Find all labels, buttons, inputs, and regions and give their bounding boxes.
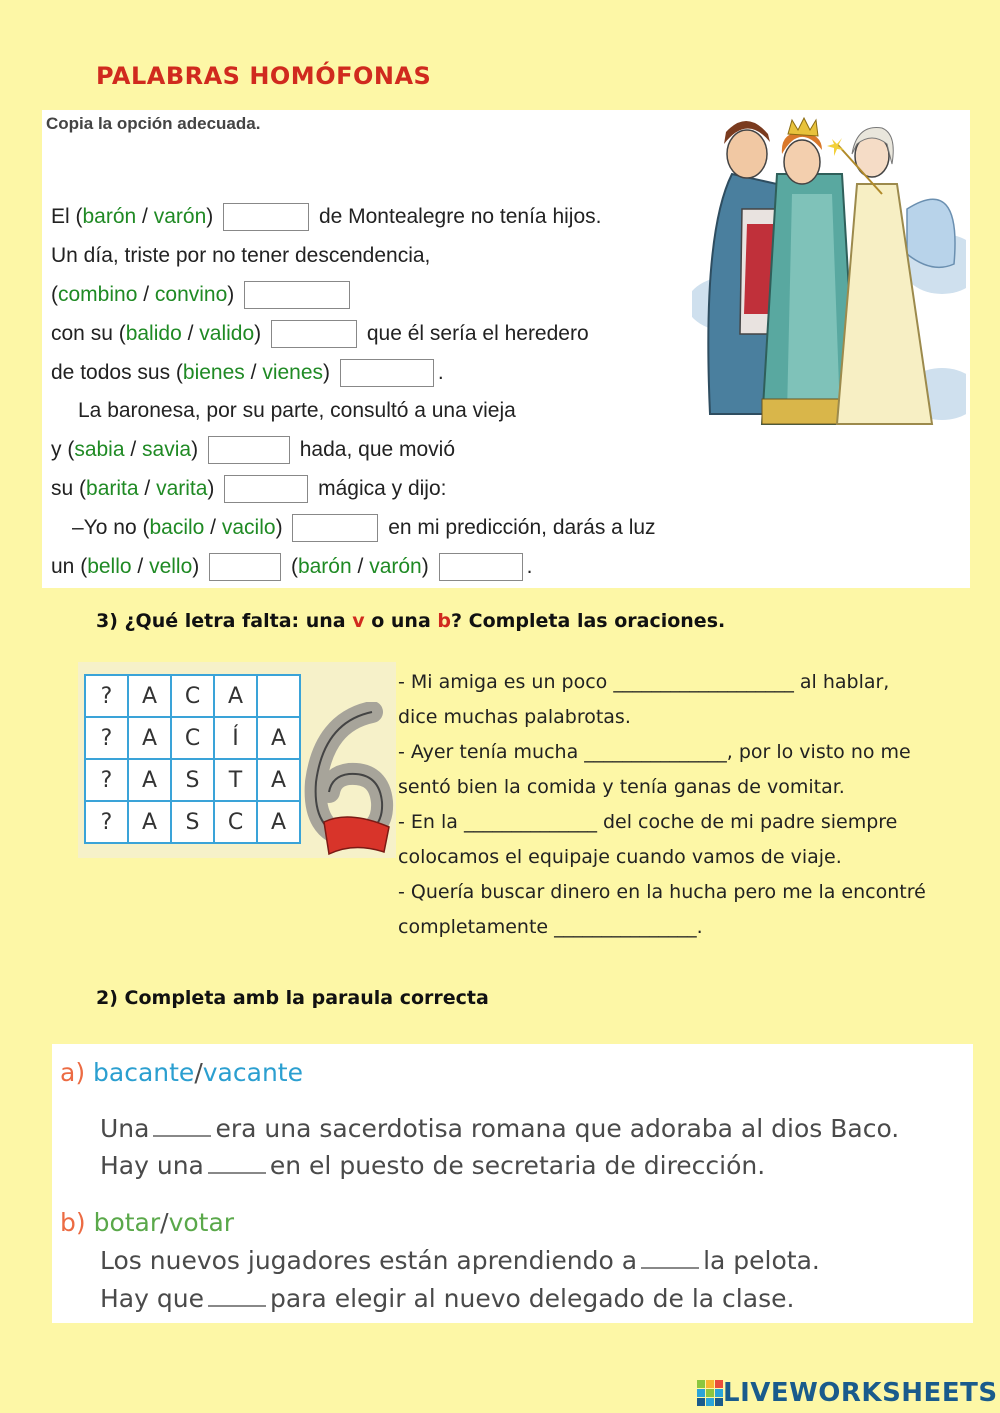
sentence-line-8: completamente _______________.: [398, 916, 703, 938]
item-a-sentence-2: Hay una en el puesto de secretaria de dirección.: [100, 1151, 766, 1180]
grid-cell: A: [214, 675, 257, 717]
answer-box-5[interactable]: [208, 436, 290, 464]
grid-cell: ?: [85, 675, 128, 717]
number-six-ribbon-illustration: [294, 702, 396, 858]
letter-grid: [84, 674, 301, 844]
grid-cell: A: [128, 759, 171, 801]
grid-cell: A: [257, 717, 300, 759]
answer-box-2[interactable]: [244, 281, 350, 309]
grid-cell: T: [214, 759, 257, 801]
sentence-line-5: - En la ______________ del coche de mi padre siempre: [398, 811, 898, 833]
story-line-3: (combino / convino): [51, 280, 354, 310]
letter-grid-panel: [78, 662, 396, 858]
exercise-2-card: [52, 1044, 973, 1323]
liveworksheets-logo: [697, 1378, 998, 1408]
grid-cell: C: [171, 675, 214, 717]
answer-box-1[interactable]: [223, 203, 309, 231]
answer-box-8[interactable]: [209, 553, 281, 581]
answer-box-9[interactable]: [439, 553, 523, 581]
story-line-9: –Yo no (bacilo / vacilo) en mi predicción, darás a luz: [72, 513, 656, 543]
story-line-10: un (bello / vello) (barón / varón) .: [51, 552, 532, 582]
liveworksheets-logo-icon: [697, 1380, 723, 1406]
grid-cell: C: [214, 801, 257, 843]
grid-cell: ?: [85, 801, 128, 843]
grid-cell: A: [128, 801, 171, 843]
grid-cell: S: [171, 759, 214, 801]
story-line-1: El (barón / varón) de Montealegre no tenía hijos.: [51, 202, 601, 232]
blank-line[interactable]: [208, 1304, 266, 1307]
blank-line[interactable]: [153, 1134, 211, 1137]
answer-box-6[interactable]: [224, 475, 308, 503]
story-line-6: La baronesa, por su parte, consultó a una vieja: [78, 399, 516, 422]
answer-box-4[interactable]: [340, 359, 434, 387]
grid-cell: A: [257, 801, 300, 843]
royal-characters-illustration: [692, 114, 966, 444]
grid-cell: ?: [85, 717, 128, 759]
instruction-text: Copia la opción adecuada.: [46, 114, 261, 133]
sentence-line-3: - Ayer tenía mucha _______________, por lo visto no me: [398, 741, 911, 763]
story-line-5: de todos sus (bienes / vienes) .: [51, 358, 444, 388]
question-2-heading: 2) Completa amb la paraula correcta: [96, 987, 489, 1009]
item-b-sentence-2: Hay que para elegir al nuevo delegado de la clase.: [100, 1284, 795, 1313]
item-b-sentence-1: Los nuevos jugadores están aprendiendo a la pelota.: [100, 1246, 820, 1275]
story-line-8: su (barita / varita) mágica y dijo:: [51, 474, 447, 504]
exercise-homophones-card: [42, 110, 970, 588]
grid-cell: A: [128, 675, 171, 717]
grid-cell: ?: [85, 759, 128, 801]
blank-line[interactable]: [641, 1266, 699, 1269]
story-line-4: con su (balido / valido) que él sería el heredero: [51, 319, 589, 349]
grid-cell: A: [128, 717, 171, 759]
item-a-sentence-1: Una era una sacerdotisa romana que adoraba al dios Baco.: [100, 1114, 900, 1143]
sentence-line-4: sentó bien la comida y tenía ganas de vomitar.: [398, 776, 845, 798]
sentence-line-2: dice muchas palabrotas.: [398, 706, 631, 728]
sentence-line-1: - Mi amiga es un poco ___________________ al hablar,: [398, 671, 890, 693]
item-b-heading: b) botar/votar: [60, 1208, 235, 1237]
question-3-heading: 3) ¿Qué letra falta: una v o una b? Completa las oraciones.: [96, 610, 726, 632]
page-title: PALABRAS HOMÓFONAS: [96, 62, 432, 90]
grid-cell: A: [257, 759, 300, 801]
sentence-line-6: colocamos el equipaje cuando vamos de viaje.: [398, 846, 842, 868]
blank-line[interactable]: [208, 1171, 266, 1174]
story-line-2: Un día, triste por no tener descendencia,: [51, 244, 431, 267]
sentence-line-7: - Quería buscar dinero en la hucha pero me la encontré: [398, 881, 926, 903]
logo-text: LIVEWORKSHEETS: [723, 1378, 998, 1408]
story-line-7: y (sabia / savia) hada, que movió: [51, 435, 455, 465]
answer-box-3[interactable]: [271, 320, 357, 348]
grid-cell: S: [171, 801, 214, 843]
answer-box-7[interactable]: [292, 514, 378, 542]
grid-cell: Í: [214, 717, 257, 759]
item-a-heading: a) bacante/vacante: [60, 1058, 303, 1087]
grid-cell: C: [171, 717, 214, 759]
